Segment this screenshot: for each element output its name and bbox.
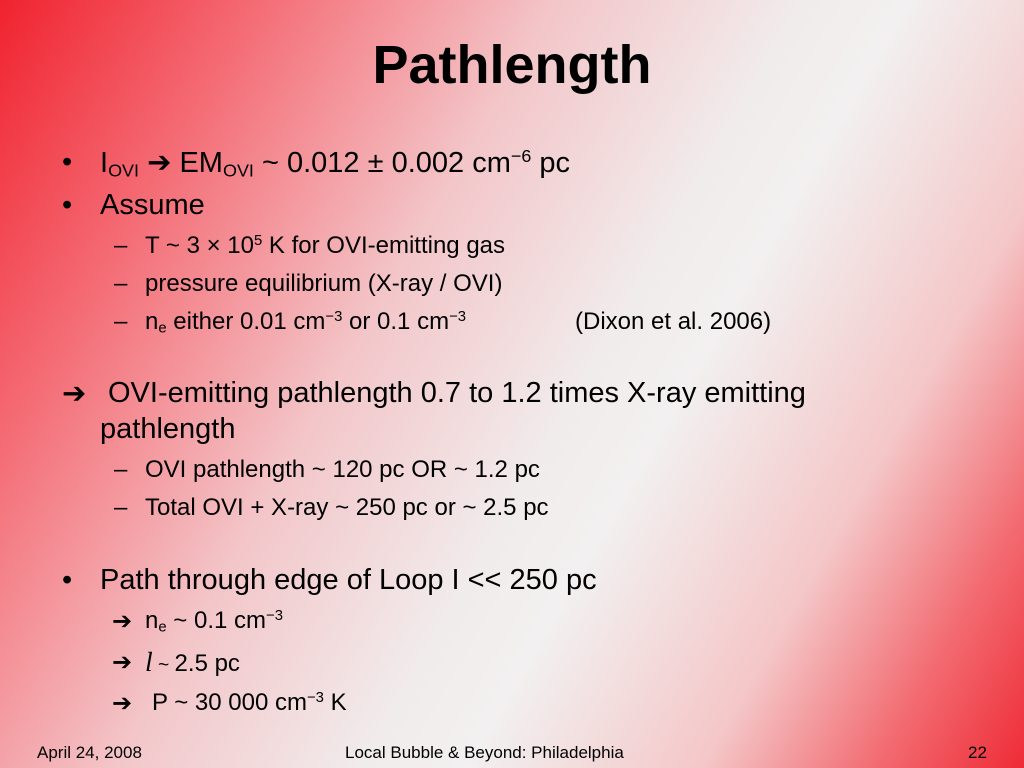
bullet-line-1: [100, 144, 570, 181]
bullet-line-loop: Path through edge of Loop I << 250 pc: [100, 564, 597, 596]
dash: –: [114, 270, 128, 297]
exponent: −3: [325, 308, 343, 325]
result-density-text: ~ 0.1 cm: [166, 607, 267, 634]
result-pressure: [152, 688, 347, 718]
pressure-text-a: P ~ 30 000 cm: [152, 689, 307, 716]
dash: –: [114, 456, 128, 483]
density-text-a: either 0.01 cm: [166, 308, 326, 335]
em-value: ~ 0.012 ± 0.002 cm: [253, 147, 511, 179]
sub-line-temperature: [145, 231, 505, 261]
tilde-text: ~: [152, 655, 175, 676]
sub-line-total: Total OVI + X-ray ~ 250 pc or ~ 2.5 pc: [145, 494, 549, 521]
n-symbol: n: [145, 607, 159, 634]
sub-line-ovi-pathlength: OVI pathlength ~ 120 pc OR ~ 1.2 pc: [145, 456, 540, 483]
i-symbol: I: [100, 147, 109, 179]
pressure-text-b: K: [323, 689, 347, 716]
ovi-subscript: OVI: [222, 160, 254, 181]
conclusion-line: OVI-emitting pathlength 0.7 to 1.2 times X-ray emitting: [108, 377, 806, 409]
exponent: 5: [253, 232, 263, 249]
citation: (Dixon et al. 2006): [575, 308, 772, 335]
dash: –: [114, 494, 128, 521]
arrow-icon: ➔: [112, 607, 133, 635]
conclusion-line-cont: pathlength: [100, 413, 236, 445]
ell-symbol: l: [145, 646, 153, 677]
exponent: −3: [266, 607, 283, 624]
slide-number: 22: [968, 743, 987, 762]
result-density: [145, 606, 283, 636]
slide-title: Pathlength: [372, 35, 652, 95]
ovi-subscript: OVI: [108, 160, 140, 181]
em-symbol: EM: [179, 147, 223, 179]
unit: pc: [531, 147, 571, 179]
bullet: •: [62, 146, 73, 178]
dash: –: [114, 232, 128, 259]
result-length: [145, 647, 240, 681]
exponent: −3: [449, 308, 467, 325]
exponent: −3: [307, 689, 324, 706]
temp-text-b: K for OVI-emitting gas: [262, 232, 506, 259]
sub-line-pressure: pressure equilibrium (X-ray / OVI): [145, 270, 503, 297]
bullet-line-assume: Assume: [100, 189, 205, 221]
footer-title: Local Bubble & Beyond: Philadelphia: [345, 743, 624, 762]
exponent: −6: [510, 146, 532, 167]
dash: –: [114, 308, 128, 335]
n-symbol: n: [145, 308, 159, 335]
bullet: •: [62, 189, 73, 221]
bullet: •: [62, 564, 73, 596]
e-subscript: e: [158, 320, 167, 337]
footer-date: April 24, 2008: [37, 743, 142, 762]
temp-text-a: T ~ 3 × 10: [145, 232, 254, 259]
arrow-icon: ➔: [112, 689, 133, 717]
arrow-icon: ➔: [112, 648, 133, 676]
density-text-b: or 0.1 cm: [342, 308, 450, 335]
e-subscript: e: [158, 619, 167, 636]
arrow-icon: ➔: [62, 376, 87, 410]
sub-line-density: [145, 307, 466, 337]
arrow-icon: ➔: [147, 145, 172, 179]
length-value: 2.5 pc: [174, 650, 240, 677]
